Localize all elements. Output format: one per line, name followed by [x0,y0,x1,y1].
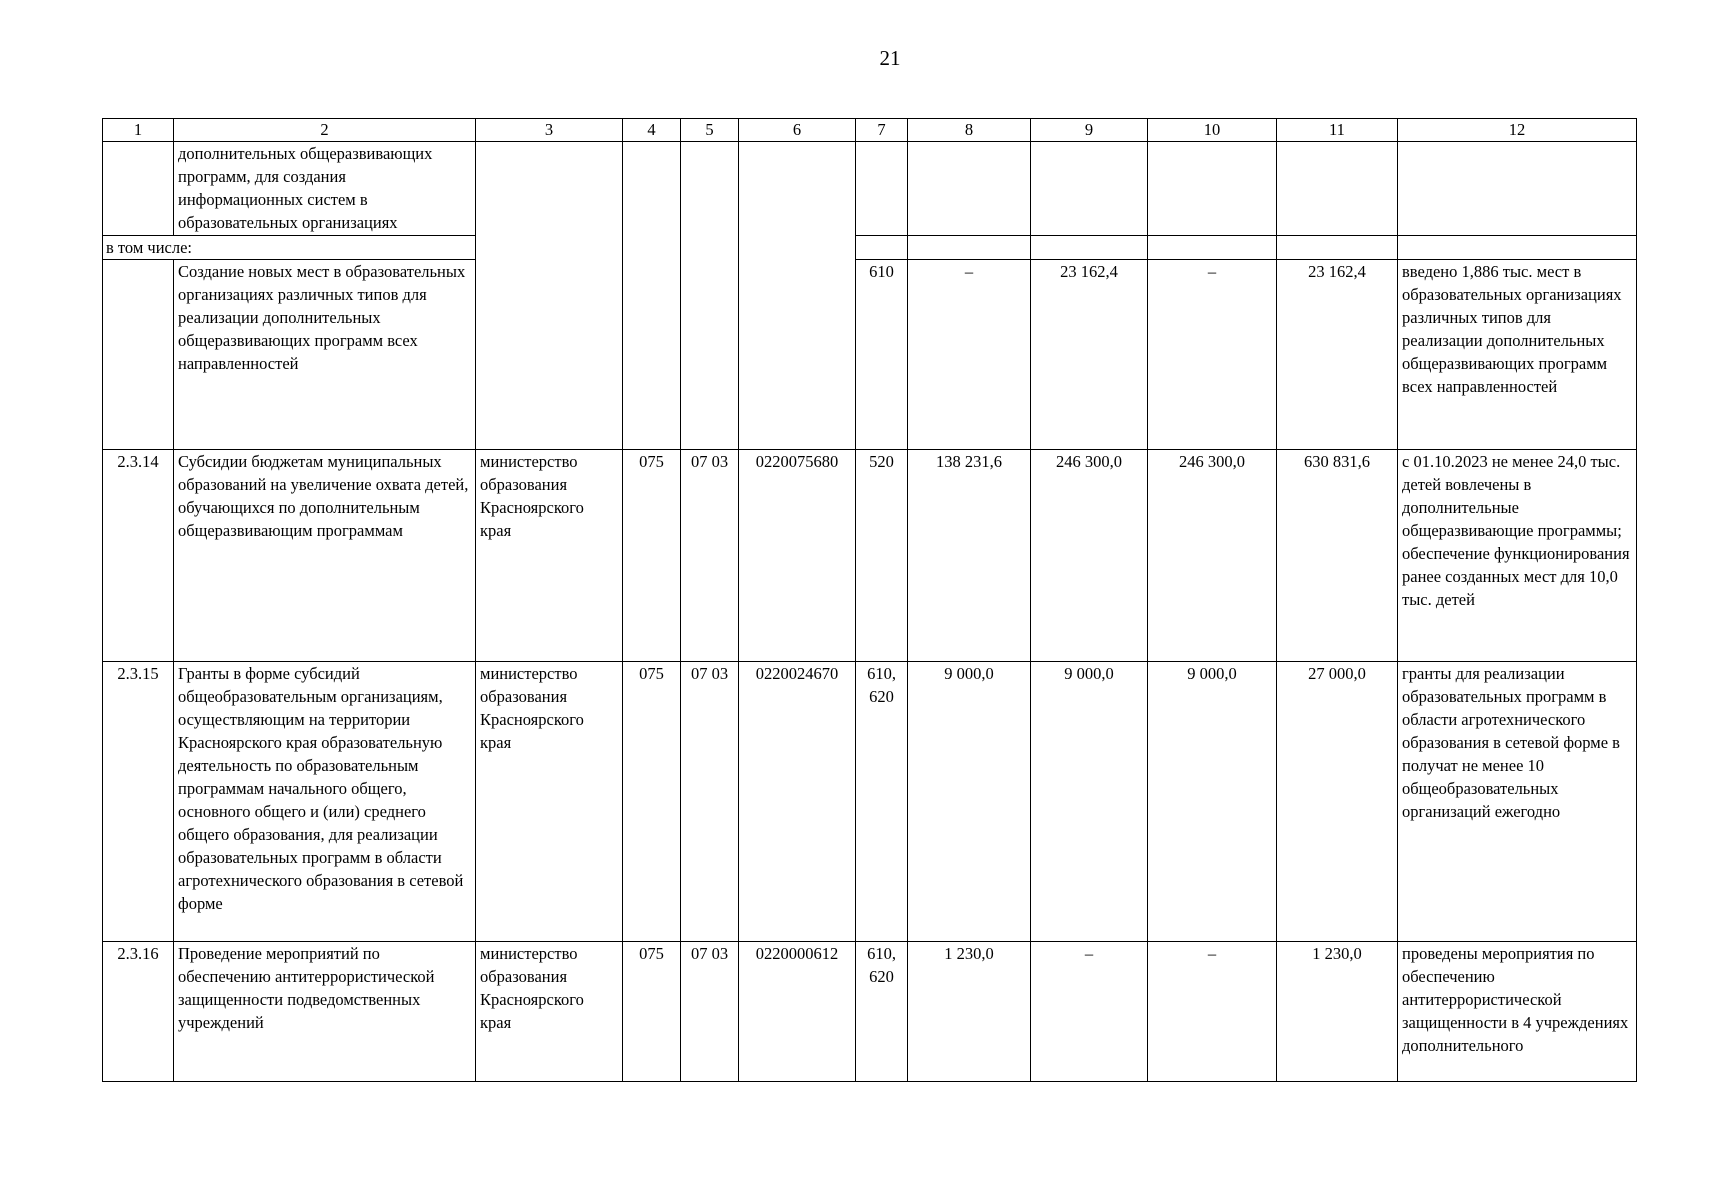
measure-name: Гранты в форме субсидий общеобразовательным организациям, осуществляющим на территории Красноярского края образовательную деятельность по образовательным программам начального общего, основного общего и (или) среднего общего образования, для реализации образовательных программ в области агротехнического образования в сетевой форме [174,662,476,942]
rzpr-cell [681,142,739,450]
measure-name: Создание новых мест в образовательных организациях различных типов для реализации дополнительных общеразвивающих программ всех направленностей [174,260,476,450]
column-header: 4 [623,119,681,142]
column-header: 9 [1031,119,1148,142]
year2-amount: 246 300,0 [1031,450,1148,662]
expense-type-cell: 520 [856,450,908,662]
csr-cell [739,142,856,450]
expected-result: с 01.10.2023 не менее 24,0 тыс. детей вовлечены в дополнительные общеразвивающие программы; обеспечение функционирования ранее созданных мест для 10,0 тыс. детей [1398,450,1637,662]
total-amount: 23 162,4 [1277,260,1398,450]
row-number [103,260,174,450]
year3-amount: 246 300,0 [1148,450,1277,662]
executor-cell: министерство образования Красноярского края [476,662,623,942]
expected-result: проведены мероприятия по обеспечению антитеррористической защищенности в 4 учреждениях дополнительного [1398,942,1637,1082]
grbs-cell: 075 [623,450,681,662]
column-header: 11 [1277,119,1398,142]
page-number: 21 [879,46,901,70]
column-header: 3 [476,119,623,142]
csr-cell: 0220075680 [739,450,856,662]
table-row [103,450,1637,662]
expected-result: введено 1,886 тыс. мест в образовательных организациях различных типов для реализации дополнительных общеразвивающих программ всех направленностей [1398,260,1637,450]
expense-type-cell: 610 [856,260,908,450]
column-header: 1 [103,119,174,142]
year1-amount: 1 230,0 [908,942,1031,1082]
in-particular-row [103,236,1637,260]
rzpr-cell: 07 03 [681,942,739,1082]
csr-cell: 0220000612 [739,942,856,1082]
expense-type-cell: 610, 620 [856,942,908,1082]
rzpr-cell: 07 03 [681,450,739,662]
measure-name: Субсидии бюджетам муниципальных образований на увеличение охвата детей, обучающихся по дополнительным общеразвивающим программам [174,450,476,662]
total-amount: 1 230,0 [1277,942,1398,1082]
grbs-cell: 075 [623,942,681,1082]
continuation-text: дополнительных общеразвивающих программ, для создания информационных систем в образовательных организациях [174,142,476,236]
table-row [103,260,1637,450]
measure-name: Проведение мероприятий по обеспечению антитеррористической защищенности подведомственных учреждений [174,942,476,1082]
executor-cell [476,142,623,450]
csr-cell: 0220024670 [739,662,856,942]
column-header: 10 [1148,119,1277,142]
table-row [103,662,1637,942]
total-amount: 27 000,0 [1277,662,1398,942]
column-header: 7 [856,119,908,142]
column-number-header-row [103,119,1637,142]
program-measures-table [102,118,1637,1082]
column-header: 6 [739,119,856,142]
expected-result: гранты для реализации образовательных программ в области агротехнического образования в сетевой форме в получат не менее 10 общеобразовательных организаций ежегодно [1398,662,1637,942]
year3-amount: – [1148,260,1277,450]
expense-type-cell: 610, 620 [856,662,908,942]
executor-cell: министерство образования Красноярского края [476,450,623,662]
in-particular-label: в том числе: [103,236,476,260]
executor-cell: министерство образования Красноярского края [476,942,623,1082]
column-header: 12 [1398,119,1637,142]
continuation-row [103,142,1637,236]
row-number: 2.3.16 [103,942,174,1082]
total-amount: 630 831,6 [1277,450,1398,662]
year2-amount: 23 162,4 [1031,260,1148,450]
year3-amount: – [1148,942,1277,1082]
row-number: 2.3.15 [103,662,174,942]
column-header: 8 [908,119,1031,142]
year1-amount: 9 000,0 [908,662,1031,942]
grbs-cell: 075 [623,662,681,942]
row-number: 2.3.14 [103,450,174,662]
year3-amount: 9 000,0 [1148,662,1277,942]
rzpr-cell: 07 03 [681,662,739,942]
year2-amount: 9 000,0 [1031,662,1148,942]
column-header: 5 [681,119,739,142]
year2-amount: – [1031,942,1148,1082]
table-row [103,942,1637,1082]
grbs-cell [623,142,681,450]
year1-amount: – [908,260,1031,450]
column-header: 2 [174,119,476,142]
year1-amount: 138 231,6 [908,450,1031,662]
